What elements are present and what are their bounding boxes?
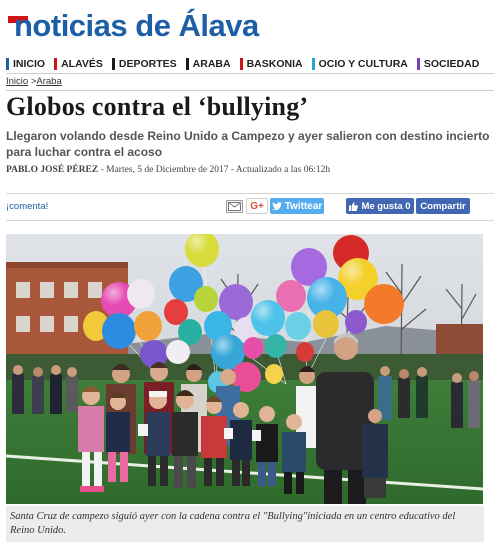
photo-caption: Santa Cruz de campezo siguió ayer con la cadena contra el "Bullying"iniciada en un centro educativo del Reino Unido. bbox=[6, 506, 484, 542]
nav-label: INICIO bbox=[13, 58, 46, 70]
nav-label: ALAVÉS bbox=[61, 58, 103, 70]
nav-marker bbox=[417, 58, 420, 70]
facebook-like-button[interactable] bbox=[346, 198, 414, 214]
facebook-share-button[interactable]: Compartir bbox=[416, 198, 470, 214]
author-name: PABLO JOSÉ PÉREZ bbox=[6, 165, 99, 175]
google-plus-button[interactable]: G+ bbox=[246, 198, 268, 214]
comment-link[interactable]: ¡comenta! bbox=[6, 201, 49, 212]
breadcrumb-separator: > bbox=[28, 76, 37, 87]
nav-label: ARABA bbox=[192, 58, 231, 70]
byline bbox=[6, 165, 330, 175]
article-photo[interactable] bbox=[6, 234, 483, 504]
divider bbox=[6, 193, 494, 194]
article-headline: Globos contra el ‘bullying’ bbox=[6, 92, 309, 121]
balloon-release-photo bbox=[6, 234, 483, 504]
nav-label: DEPORTES bbox=[118, 58, 177, 70]
breadcrumb-home[interactable]: Inicio bbox=[6, 76, 29, 87]
nav-item-araba[interactable] bbox=[186, 58, 231, 70]
twitter-label: Twittear bbox=[284, 200, 323, 212]
nav-marker bbox=[54, 58, 57, 70]
mail-icon[interactable] bbox=[226, 200, 243, 213]
nav-item-sociedad[interactable] bbox=[417, 58, 479, 70]
breadcrumb-section[interactable]: Araba bbox=[36, 76, 62, 87]
twitter-button[interactable] bbox=[270, 198, 324, 214]
envelope-icon bbox=[228, 202, 241, 211]
nav-marker bbox=[312, 58, 315, 70]
nav-item-alaves[interactable] bbox=[54, 58, 103, 70]
nav-item-deportes[interactable] bbox=[112, 58, 177, 70]
masthead bbox=[6, 6, 494, 46]
publish-date: - Martes, 5 de Diciembre de 2017 - Actualizado a las 06:12h bbox=[98, 165, 331, 175]
nav-item-inicio[interactable] bbox=[6, 58, 45, 70]
nav-marker bbox=[112, 58, 115, 70]
divider bbox=[6, 73, 494, 74]
nav-label: SOCIEDAD bbox=[423, 58, 480, 70]
nav-marker bbox=[186, 58, 189, 70]
nav-label: OCIO Y CULTURA bbox=[318, 58, 408, 70]
facebook-like-label: Me gusta 0 bbox=[361, 200, 411, 212]
nav-marker bbox=[6, 58, 9, 70]
article-subtitle: Llegaron volando desde Reino Unido a Campezo y ayer salieron con destino incierto para luchar contra el acoso bbox=[6, 129, 490, 159]
nav-item-ocio-y-cultura[interactable] bbox=[312, 58, 408, 70]
thumbs-up-icon bbox=[349, 202, 358, 211]
twitter-bird-icon bbox=[272, 202, 282, 210]
nav-marker bbox=[240, 58, 243, 70]
divider bbox=[6, 220, 494, 221]
breadcrumb bbox=[6, 76, 62, 87]
main-nav bbox=[6, 56, 494, 72]
nav-item-baskonia[interactable] bbox=[240, 58, 303, 70]
nav-label: BASKONIA bbox=[246, 58, 303, 70]
divider bbox=[6, 90, 494, 91]
site-logo[interactable]: noticias de Álava bbox=[14, 8, 259, 43]
